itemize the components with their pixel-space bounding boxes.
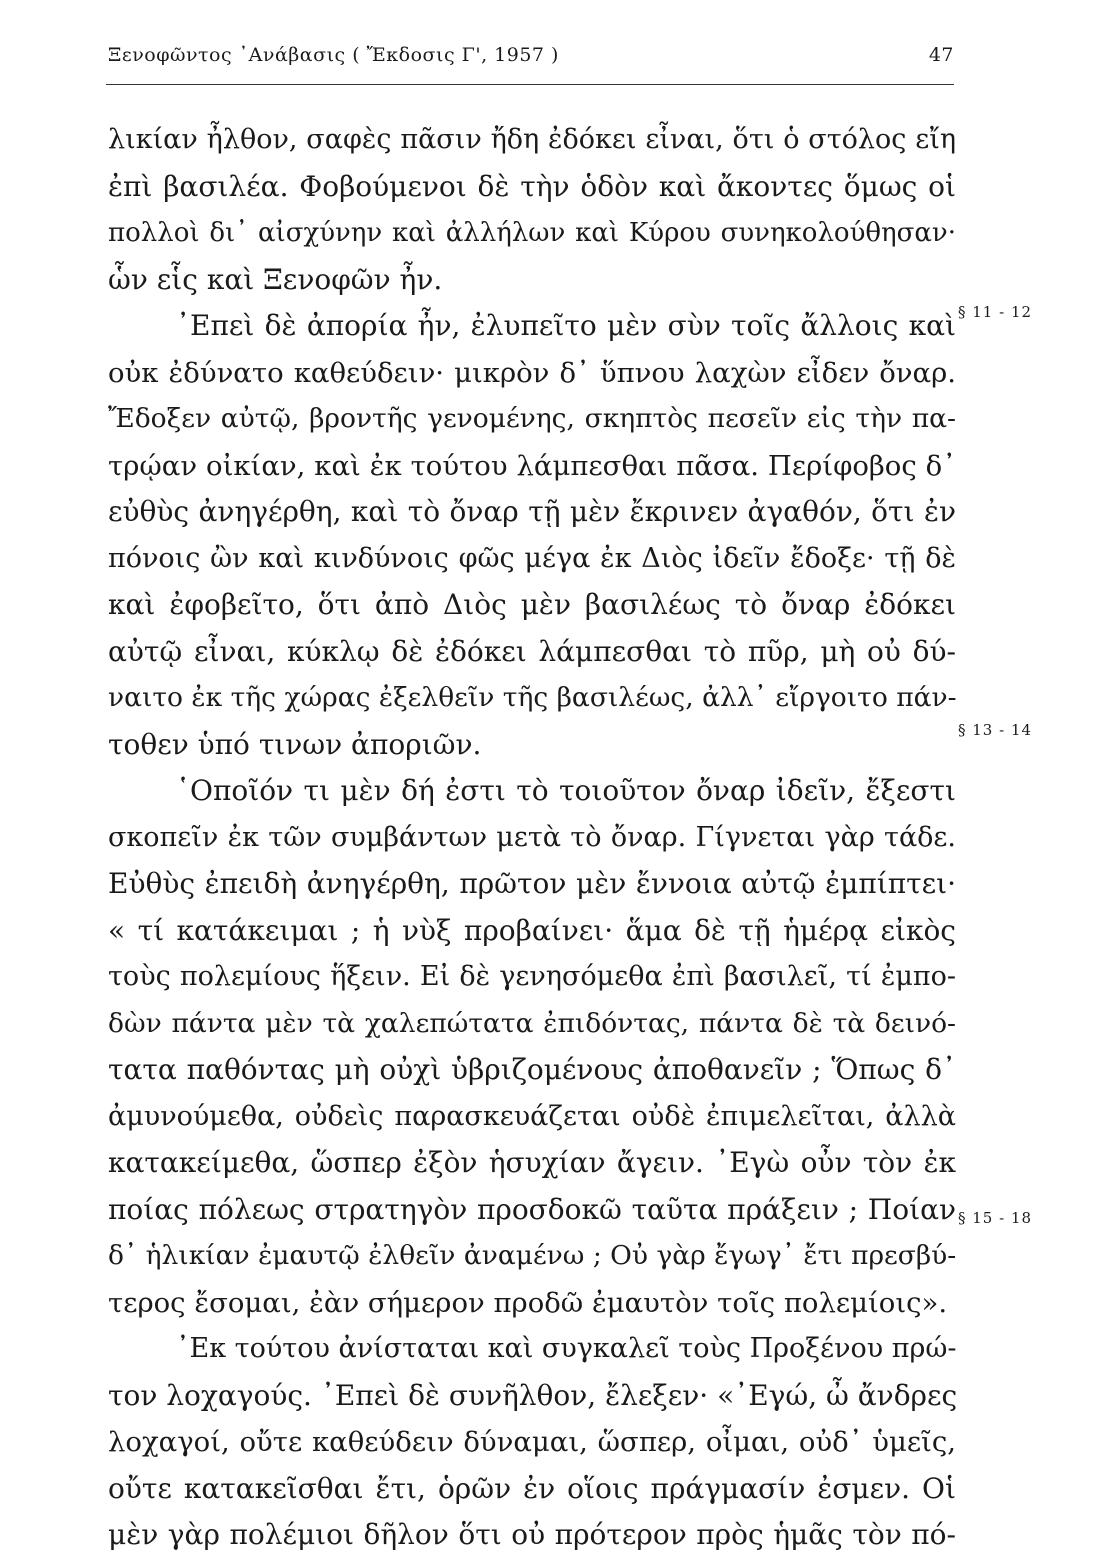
text-line: τοὺς πολεμίους ἥξειν. Εἰ δὲ γενησόμεθα ἐπὶ βασιλεῖ, τί ἐμπο- [108, 961, 956, 992]
text-line: λικίαν ἦλθον, σαφὲς πᾶσιν ἤδη ἐδόκει εἶναι, ὅτι ὁ στόλος εἴη [108, 124, 956, 155]
text-line: λοχαγοί, οὔτε καθεύδειν δύναμαι, ὥσπερ, οἶμαι, οὐδ᾿ ὑμεῖς, [108, 1426, 956, 1458]
running-header [108, 44, 954, 66]
text-line: δ᾿ ἡλικίαν ἐμαυτῷ ἐλθεῖν ἀναμένω ; Οὐ γὰρ ἔγωγ᾿ ἔτι πρεσβύ- [108, 1240, 957, 1271]
text-line: ἐπὶ βασιλέα. Φοβούμενοι δὲ τὴν ὁδὸν καὶ ἄκοντες ὅμως οἱ [108, 169, 956, 203]
text-line: ποίας πόλεως στρατηγὸν προσδοκῶ ταῦτα πράξειν ; Ποίαν [108, 1192, 956, 1226]
text-line: Εὐθὺς ἐπειδὴ ἀνηγέρθη, πρῶτον μὲν ἔννοια αὐτῷ ἐμπίπτει· [108, 867, 956, 900]
text-line: οὐκ ἐδύνατο καθεύδειν· μικρὸν δ᾿ ὕπνου λαχὼν εἶδεν ὄναρ. [108, 356, 956, 389]
text-line: πόνοις ὢν καὶ κινδύνοις φῶς μέγα ἐκ Διὸς ἰδεῖν ἔδοξε· τῇ δὲ [108, 542, 956, 574]
text-line: ἀμυνούμεθα, οὐδεὶς παρασκευάζεται οὐδὲ ἐπιμελεῖται, ἀλλὰ [108, 1100, 956, 1132]
running-title: Ξενοφῶντος ᾿Ανάβασις ( Ἔκδοσις Γ', 1957 ) [108, 44, 559, 66]
text-line: αὐτῷ εἶναι, κύκλῳ δὲ ἐδόκει λάμπεσθαι τὸ πῦρ, μὴ οὐ δύ- [108, 634, 956, 668]
section-marker: § 13 - 14 [958, 721, 1033, 739]
text-line: Ἔδοξεν αὐτῷ, βροντῆς γενομένης, σκηπτὸς πεσεῖν εἰς τὴν πα- [108, 403, 956, 434]
text-line: « τί κατάκειμαι ; ἡ νὺξ προβαίνει· ἅμα δὲ τῇ ἡμέρᾳ εἰκὸς [108, 913, 956, 947]
text-line: οὔτε κατακεῖσθαι ἔτι, ὁρῶν ἐν οἵοις πράγμασίν ἐσμεν. Οἱ [108, 1471, 956, 1505]
text-line: καὶ ἐφοβεῖτο, ὅτι ἀπὸ Διὸς μὲν βασιλέως τὸ ὄναρ ἐδόκει [108, 588, 956, 621]
text-line: κατακείμεθα, ὥσπερ ἐξὸν ἡσυχίαν ἄγειν. ᾿Εγὼ οὖν τὸν ἐκ [108, 1146, 956, 1179]
text-line: τον λοχαγούς. ᾿Επεὶ δὲ συνῆλθον, ἔλεξεν· «᾿Εγώ, ὦ ἄνδρες [108, 1378, 958, 1412]
text-line: ναιτο ἐκ τῆς χώρας ἐξελθεῖν τῆς βασιλέως, ἀλλ᾿ εἴργοιτο πάν- [108, 682, 957, 713]
text-line: ῾Οποῖόν τι μὲν δή ἐστι τὸ τοιοῦτον ὄναρ ἰδεῖν, ἔξεστι [176, 774, 956, 807]
text-line: δὼν πάντα μὲν τὰ χαλεπώτατα ἐπιδόντας, πάντα δὲ τὰ δεινό- [108, 1007, 956, 1039]
text-line: πολλοὶ δι᾿ αἰσχύνην καὶ ἀλλήλων καὶ Κύρου συνηκολούθησαν· [108, 218, 956, 248]
text-line: ᾿Επεὶ δὲ ἀπορία ἦν, ἐλυπεῖτο μὲν σὺν τοῖς ἄλλοις καὶ [176, 309, 956, 342]
page-number: 47 [928, 44, 954, 66]
text-line: τερος ἔσομαι, ἐὰν σήμερον προδῶ ἐμαυτὸν τοῖς πολεμίοις». [108, 1286, 948, 1319]
text-line: τοθεν ὑπό τινων ἀποριῶν. [108, 727, 482, 761]
section-marker: § 15 - 18 [958, 1209, 1033, 1227]
section-marker: § 11 - 12 [958, 303, 1033, 321]
text-line: τατα παθόντας μὴ οὐχὶ ὑβριζομένους ἀποθανεῖν ; Ὅπως δ᾿ [108, 1053, 956, 1086]
text-line: σκοπεῖν ἐκ τῶν συμβάντων μετὰ τὸ ὄναρ. Γίγνεται γὰρ τάδε. [108, 821, 956, 853]
text-line: εὐθὺς ἀνηγέρθη, καὶ τὸ ὄναρ τῇ μὲν ἔκρινεν ἀγαθόν, ὅτι ἐν [108, 495, 956, 528]
body-text [108, 117, 956, 1559]
text-line: ᾿Εκ τούτου ἀνίσταται καὶ συγκαλεῖ τοὺς Προξένου πρώ- [176, 1333, 957, 1364]
text-line: μὲν γὰρ πολέμιοι δῆλον ὅτι οὐ πρότερον πρὸς ἡμᾶς τὸν πό- [108, 1518, 956, 1551]
text-line: τρῴαν οἰκίαν, καὶ ἐκ τούτου λάμπεσθαι πᾶσα. Περίφοβος δ᾿ [108, 449, 956, 482]
header-rule [106, 84, 954, 85]
text-line: ὧν εἷς καὶ Ξενοφῶν ἦν. [108, 262, 443, 296]
